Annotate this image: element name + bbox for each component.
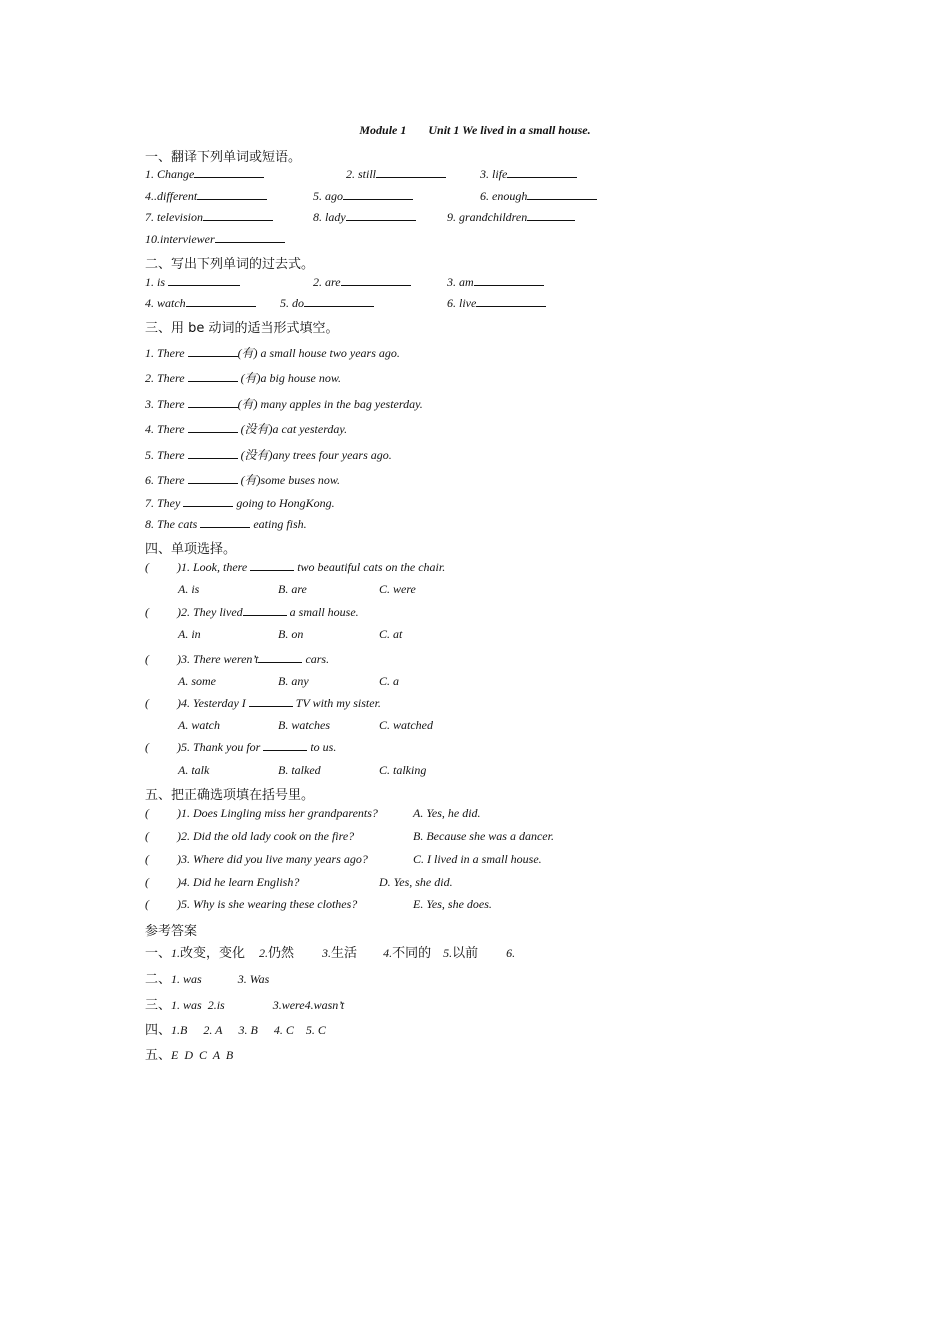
s2-item: 3. am <box>447 274 544 290</box>
s1-item: 1. Change <box>145 166 264 182</box>
s5-question: ( )3. Where did you live many years ago? <box>145 852 368 866</box>
s2-item: 5. do <box>280 295 374 311</box>
section-5-heading: 五、把正确选项填在括号里。 <box>145 788 315 803</box>
s4-option: A. watch <box>178 718 220 732</box>
section-3-heading: 三、用 be 动词的适当形式填空。 <box>145 321 339 336</box>
s1-item: 4..different <box>145 188 267 204</box>
s3-item: 3. There (有) many apples in the bag yesterday. <box>145 397 423 411</box>
s4-option: B. any <box>278 674 309 688</box>
s2-item: 4. watch <box>145 295 256 311</box>
s5-option: A. Yes, he did. <box>413 806 481 820</box>
s4-option: C. were <box>379 582 416 596</box>
s5-question: ( )4. Did he learn English? <box>145 875 300 889</box>
s4-option: B. are <box>278 582 307 596</box>
s1-item: 6. enough <box>480 188 597 204</box>
s4-option: C. watched <box>379 718 433 732</box>
page-title <box>0 123 950 138</box>
s3-item: 4. There (没有)a cat yesterday. <box>145 422 348 436</box>
s3-item: 1. There (有) a small house two years ago. <box>145 346 400 360</box>
s4-option: A. some <box>178 674 216 688</box>
s4-option: C. a <box>379 674 400 688</box>
section-1-heading: 一、翻译下列单词或短语。 <box>145 150 302 165</box>
s3-item: 2. There (有)a big house now. <box>145 371 341 385</box>
s4-question: ( )3. There weren’t cars. <box>145 652 330 666</box>
s1-item: 2. still <box>346 166 446 182</box>
s5-option: B. Because she was a dancer. <box>413 829 554 843</box>
s1-item: 3. life <box>480 166 577 182</box>
s4-option: A. is <box>178 582 200 596</box>
s3-item: 7. They going to HongKong. <box>145 496 335 510</box>
s2-item: 2. are <box>313 274 411 290</box>
module-label: Module 1 <box>359 123 407 137</box>
s3-item: 6. There (有)some buses now. <box>145 473 340 487</box>
answer-line-1: 一、1.改变，变化 2.仍然 3.生活 4.不同的 5.以前 6. <box>145 946 516 961</box>
s5-option: D. Yes, she did. <box>379 875 453 889</box>
s1-item: 9. grandchildren <box>447 209 575 225</box>
s5-question: ( )1. Does Lingling miss her grandparents? <box>145 806 378 820</box>
s3-item: 5. There (没有)any trees four years ago. <box>145 448 392 462</box>
s4-option: C. talking <box>379 763 427 777</box>
s1-item: 7. television <box>145 209 273 225</box>
s4-option: B. watches <box>278 718 330 732</box>
s1-item: 10.interviewer <box>145 231 285 247</box>
s4-option: B. talked <box>278 763 321 777</box>
answer-line-2: 二、1. was 3. Was <box>145 972 270 987</box>
answer-line-5: 五、E D C A B <box>145 1048 234 1063</box>
section-2-heading: 二、写出下列单词的过去式。 <box>145 257 315 272</box>
s4-option: A. in <box>178 627 201 641</box>
unit-label: Unit 1 We lived in a small house. <box>428 123 591 137</box>
s1-item: 5. ago <box>313 188 413 204</box>
s2-item: 6. live <box>447 295 546 311</box>
s4-question: ( )2. They lived a small house. <box>145 605 359 619</box>
s5-option: C. I lived in a small house. <box>413 852 542 866</box>
section-4-heading: 四、单项选择。 <box>145 542 237 557</box>
s1-item: 8. lady <box>313 209 416 225</box>
answers-heading: 参考答案 <box>145 924 198 939</box>
s4-question: ( )4. Yesterday I TV with my sister. <box>145 696 381 710</box>
answer-line-3: 三、1. was 2.is 3.were4.wasn’t <box>145 998 345 1013</box>
s4-option: A. talk <box>178 763 210 777</box>
s4-question: ( )1. Look, there two beautiful cats on the chair. <box>145 560 446 574</box>
s4-option: B. on <box>278 627 304 641</box>
s5-option: E. Yes, she does. <box>413 897 492 911</box>
s3-item: 8. The cats eating fish. <box>145 517 307 531</box>
s5-question: ( )2. Did the old lady cook on the fire? <box>145 829 355 843</box>
s5-question: ( )5. Why is she wearing these clothes? <box>145 897 358 911</box>
s4-option: C. at <box>379 627 403 641</box>
s2-item: 1. is <box>145 274 240 290</box>
s4-question: ( )5. Thank you for to us. <box>145 740 337 754</box>
answer-line-4: 四、1.B 2. A 3. B 4. C 5. C <box>145 1023 326 1038</box>
